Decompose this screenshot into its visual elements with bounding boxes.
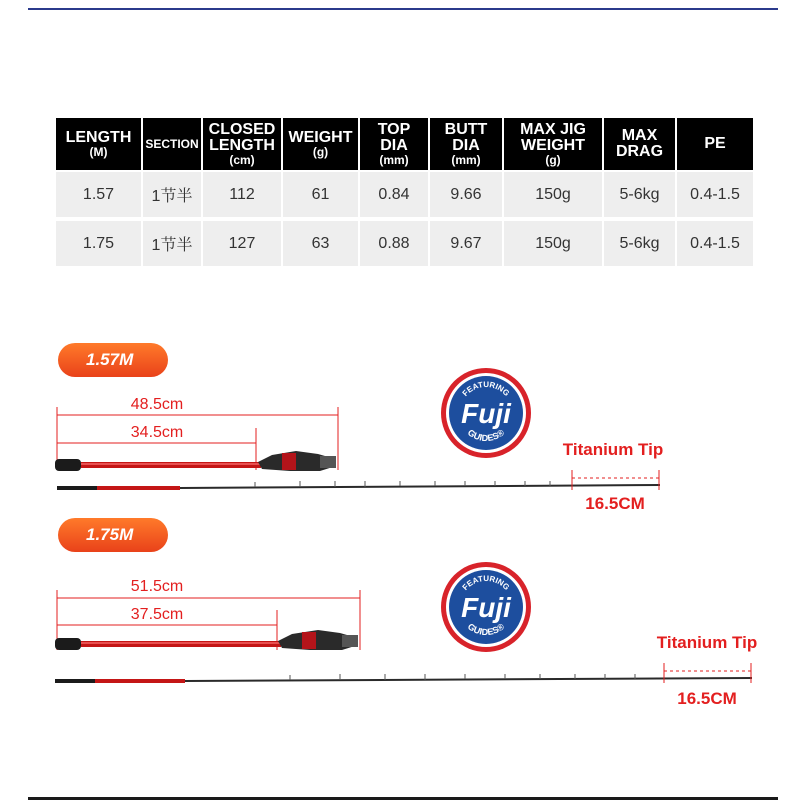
logo-brand-text: Fuji [461, 398, 511, 429]
logo-bottom-text: GUIDES® [465, 427, 507, 444]
logo-brand-text: Fuji [461, 592, 511, 623]
cell-section: 1节半 [142, 219, 202, 266]
cell-section: 1节半 [142, 171, 202, 219]
header-section: SECTION [142, 118, 202, 171]
tip-length-label: 16.5CM [677, 689, 737, 708]
header-max-jig-weight: MAX JIG WEIGHT (g) [503, 118, 603, 171]
rod-blank-highlight [81, 642, 281, 644]
cell-top-dia: 0.88 [359, 219, 429, 266]
logo-bottom-text: GUIDES® [465, 621, 507, 638]
titanium-tip-label: Titanium Tip [656, 633, 758, 652]
cell-weight: 61 [282, 171, 359, 219]
cell-max-jig-weight: 150g [503, 219, 603, 266]
header-pe: PE [676, 118, 753, 171]
cell-max-drag: 5-6kg [603, 219, 676, 266]
top-divider [28, 8, 778, 10]
header-closed-length: CLOSED LENGTH (cm) [202, 118, 282, 171]
header-butt-dia: BUTT DIA (mm) [429, 118, 503, 171]
handle-total-label: 48.5cm [130, 396, 184, 413]
handle-front-label: 34.5cm [130, 424, 184, 441]
rod-section-grip [55, 679, 95, 683]
logo-top-text: FEATURING [460, 379, 512, 399]
cell-top-dia: 0.84 [359, 171, 429, 219]
cell-butt-dia: 9.66 [429, 171, 503, 219]
titanium-tip-label: Titanium Tip [562, 440, 664, 459]
rod-grip [55, 638, 81, 650]
cell-length: 1.75 [56, 219, 142, 266]
rod-section-tip [185, 678, 752, 681]
cell-pe: 0.4-1.5 [676, 219, 753, 266]
cell-max-drag: 5-6kg [603, 171, 676, 219]
cell-max-jig-weight: 150g [503, 171, 603, 219]
table-row [56, 219, 753, 266]
rod-blank-highlight [81, 463, 261, 465]
reel-seat-nut [320, 456, 336, 468]
fuji-guides-logo [440, 367, 532, 459]
rod-diagram-1 [0, 360, 803, 520]
rod-section-tip [180, 485, 660, 488]
rod-grip [55, 459, 81, 471]
reel-seat-nut [342, 635, 358, 647]
header-weight: WEIGHT (g) [282, 118, 359, 171]
header-max-drag: MAX DRAG [603, 118, 676, 171]
handle-front-label: 37.5cm [130, 606, 184, 623]
cell-closed-length: 127 [202, 219, 282, 266]
header-top-dia: TOP DIA (mm) [359, 118, 429, 171]
rod-diagram-2 [0, 560, 803, 720]
rod-section-grip [57, 486, 97, 490]
bottom-divider [28, 797, 778, 800]
cell-length: 1.57 [56, 171, 142, 219]
specs-table [56, 118, 753, 266]
cell-weight: 63 [282, 219, 359, 266]
cell-butt-dia: 9.67 [429, 219, 503, 266]
cell-pe: 0.4-1.5 [676, 171, 753, 219]
fuji-guides-logo [440, 561, 532, 653]
handle-total-label: 51.5cm [130, 578, 184, 595]
table-row [56, 171, 753, 219]
tip-length-label: 16.5CM [585, 494, 645, 513]
reel-seat-trim [302, 632, 316, 649]
cell-closed-length: 112 [202, 171, 282, 219]
header-length: LENGTH (M) [56, 118, 142, 171]
logo-top-text: FEATURING [460, 573, 512, 593]
reel-seat-trim [282, 453, 296, 470]
table-header-row [56, 118, 753, 171]
rod-size-badge: 1.75M [58, 518, 168, 552]
rod-size-badge: 1.57M [58, 343, 168, 377]
